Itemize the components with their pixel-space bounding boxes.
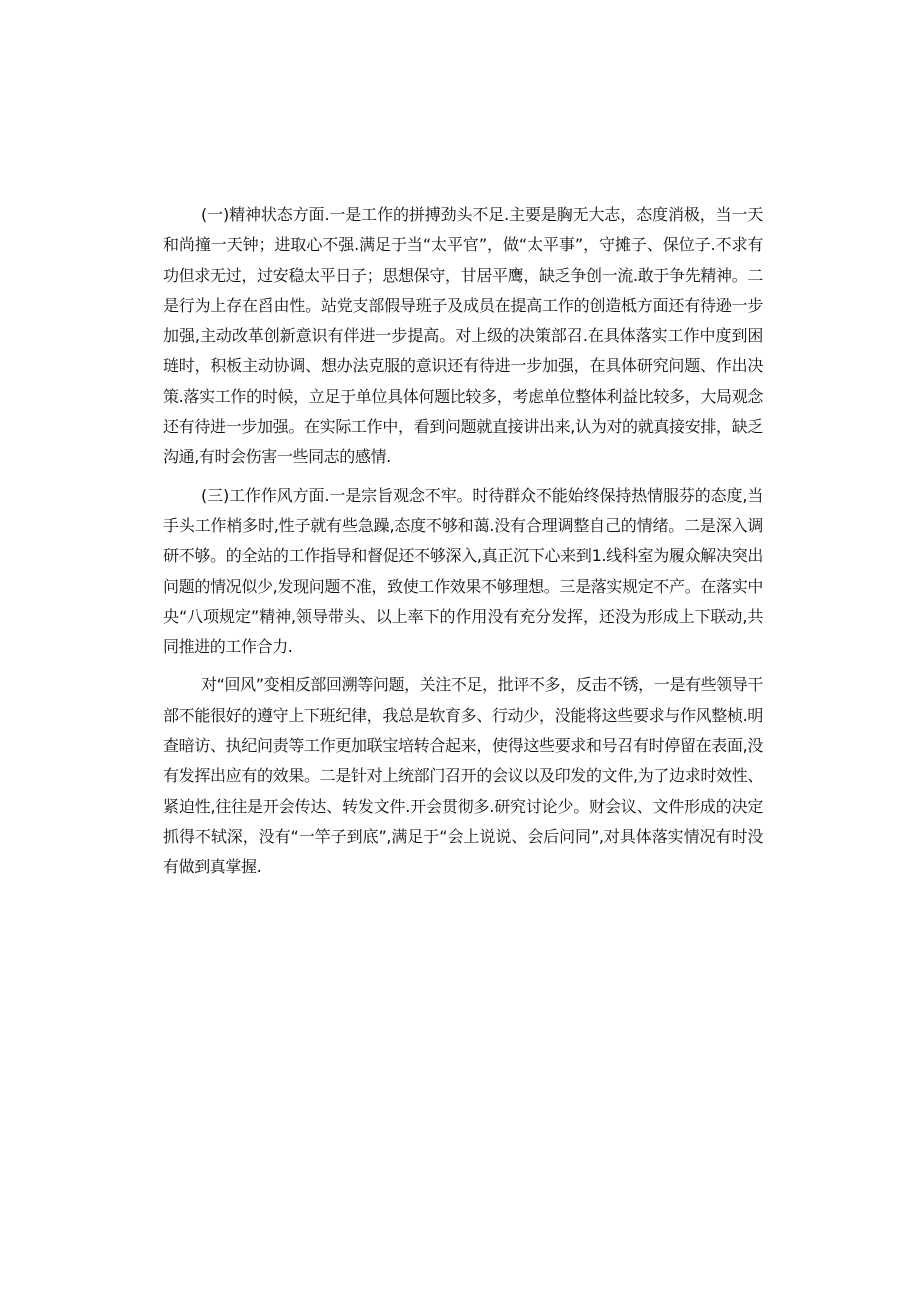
document-body (163, 200, 763, 891)
paragraph-work-style: (三)工作作风方面.一是宗旨观念不牢。时待群众不能始终保持热情服芬的态度,当手头工作梢多时,性子就有些急躁,态度不够和蔼.没有合理调整自己的情绪。二是深入调研不够。的全站的工作指导和督促还不够深入,真正沉下心来到1.线科室为履众解决突出问题的情况似少,发现问题不准，致使工作效果不够理想。三是落实规定不产。在落实中央“八项规定”精神,领导带头、以上率下的作用没有充分发挥，还没为形成上下联动,共同推进的工作合力. (163, 485, 763, 657)
paragraph-spirit-state: (一)精神状态方面.一是工作的拼搏劲头不足.主要是胸无大志，态度消极，当一天和尚撞一天钟；进取心不强.满足于当“太平官”，做“太平事”，守摊子、保位子.不求有功但求无过，过安稳太平日子；思想保守，甘居平鹰，缺乏争创一流.敢于争先精神。二是行为上存在舀由性。站党支部假导班子及成员在提高工作的创造柢方面还有待逊一步加强,主动改革创新意识有伴进一步提高。对上级的决策部召.在具体落实工作中度到困琏时，积板主动协调、想办法克服的意识还有待进一步加强，在具体研究问题、作出决策.落实工作的时候，立足于单位具体何题比较多，考虑单位整体利益比较多，大局观念还有待进一步加强。在实际工作中，看到问题就直接讲出来,认为对的就真接安排，缺乏沟通,有时会伤害一些同志的感情. (163, 205, 763, 467)
paragraph-rebound-issues: 对“回风”变相反部回溯等问题，关注不足，批评不多，反击不锈，一是有些领导干部不能很好的遵守上下班纪律，我总是软育多、行动少，没能将这些要求与作风整桢.明查暗访、执纪问责等工作更加联宝培转合起来，使得这些要求和号召有时停留在表面,没有发挥出应有的效果。二是针对上统部门召开的会议以及印发的文件,为了边求时效性、紧迫性,往往是开会传达、转发文件.开会贯彻多.研究讨论少。财会议、文件形成的决定抓得不轼深，没有“一竿子到底”,满足于“会上说说、会后问同”,对具体落实情况有时没有做到真掌握. (163, 675, 763, 877)
